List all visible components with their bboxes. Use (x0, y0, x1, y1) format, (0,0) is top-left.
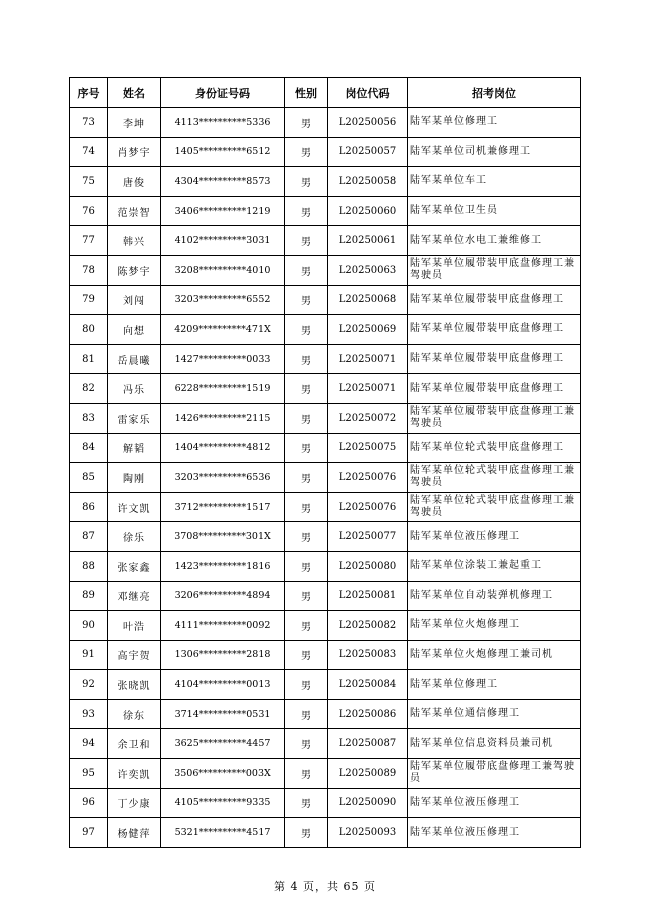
post-code: L20250086 (328, 699, 408, 729)
table-row (70, 255, 581, 285)
post-code: L20250057 (328, 137, 408, 167)
post-title: 陆军某单位修理工 (408, 108, 581, 138)
post-code: L20250077 (328, 522, 408, 552)
post-title: 陆军某单位自动装弹机修理工 (408, 581, 581, 611)
header-no: 序号 (70, 78, 108, 108)
table-row (70, 522, 581, 552)
table-row (70, 788, 581, 818)
gender: 男 (285, 492, 328, 522)
row-number: 76 (70, 196, 108, 226)
table-row (70, 137, 581, 167)
candidate-name: 叶浩 (108, 611, 161, 641)
gender: 男 (285, 255, 328, 285)
post-title: 陆军某单位液压修理工 (408, 522, 581, 552)
post-code: L20250071 (328, 374, 408, 404)
row-number: 81 (70, 344, 108, 374)
header-code: 岗位代码 (328, 78, 408, 108)
candidate-name: 岳晨曦 (108, 344, 161, 374)
id-number: 4111**********0092 (161, 611, 285, 641)
gender: 男 (285, 581, 328, 611)
post-title: 陆军某单位火炮修理工兼司机 (408, 640, 581, 670)
post-title: 陆军某单位履带装甲底盘修理工 (408, 374, 581, 404)
table-row (70, 167, 581, 197)
post-code: L20250087 (328, 729, 408, 759)
row-number: 90 (70, 611, 108, 641)
candidate-name: 张家鑫 (108, 551, 161, 581)
header-post: 招考岗位 (408, 78, 581, 108)
post-code: L20250060 (328, 196, 408, 226)
post-title: 陆军某单位水电工兼维修工 (408, 226, 581, 256)
table-row (70, 403, 581, 433)
candidate-name: 韩兴 (108, 226, 161, 256)
gender: 男 (285, 670, 328, 700)
id-number: 1404**********4812 (161, 433, 285, 463)
id-number: 3206**********4894 (161, 581, 285, 611)
candidate-name: 徐乐 (108, 522, 161, 552)
header-name: 姓名 (108, 78, 161, 108)
table-row (70, 226, 581, 256)
id-number: 3712**********1517 (161, 492, 285, 522)
post-code: L20250080 (328, 551, 408, 581)
post-code: L20250089 (328, 759, 408, 789)
row-number: 94 (70, 729, 108, 759)
gender: 男 (285, 196, 328, 226)
post-title: 陆军某单位车工 (408, 167, 581, 197)
row-number: 89 (70, 581, 108, 611)
table-row (70, 818, 581, 848)
candidate-name: 张晓凯 (108, 670, 161, 700)
post-code: L20250082 (328, 611, 408, 641)
candidate-name: 李坤 (108, 108, 161, 138)
post-title: 陆军某单位履带装甲底盘修理工 (408, 285, 581, 315)
post-code: L20250076 (328, 463, 408, 493)
post-code: L20250075 (328, 433, 408, 463)
post-code: L20250072 (328, 403, 408, 433)
post-title: 陆军某单位履带底盘修理工兼驾驶员 (408, 759, 581, 789)
header-id: 身份证号码 (161, 78, 285, 108)
row-number: 95 (70, 759, 108, 789)
post-code: L20250068 (328, 285, 408, 315)
table-row (70, 196, 581, 226)
candidate-name: 徐东 (108, 699, 161, 729)
table-row (70, 670, 581, 700)
gender: 男 (285, 403, 328, 433)
id-number: 4102**********3031 (161, 226, 285, 256)
candidate-name: 雷家乐 (108, 403, 161, 433)
id-number: 4105**********9335 (161, 788, 285, 818)
id-number: 4304**********8573 (161, 167, 285, 197)
table-row (70, 433, 581, 463)
candidate-name: 冯乐 (108, 374, 161, 404)
row-number: 79 (70, 285, 108, 315)
table-row (70, 463, 581, 493)
row-number: 86 (70, 492, 108, 522)
table-row (70, 344, 581, 374)
id-number: 3203**********6552 (161, 285, 285, 315)
gender: 男 (285, 226, 328, 256)
gender: 男 (285, 522, 328, 552)
candidate-name: 向想 (108, 315, 161, 345)
row-number: 84 (70, 433, 108, 463)
row-number: 83 (70, 403, 108, 433)
row-number: 74 (70, 137, 108, 167)
gender: 男 (285, 433, 328, 463)
post-title: 陆军某单位轮式装甲底盘修理工兼驾驶员 (408, 463, 581, 493)
post-code: L20250056 (328, 108, 408, 138)
header-row (70, 78, 581, 108)
candidate-name: 杨健萍 (108, 818, 161, 848)
post-code: L20250076 (328, 492, 408, 522)
post-code: L20250061 (328, 226, 408, 256)
post-code: L20250069 (328, 315, 408, 345)
gender: 男 (285, 788, 328, 818)
id-number: 6228**********1519 (161, 374, 285, 404)
id-number: 1426**********2115 (161, 403, 285, 433)
table-row (70, 729, 581, 759)
table-row (70, 759, 581, 789)
post-code: L20250071 (328, 344, 408, 374)
id-number: 3506**********003X (161, 759, 285, 789)
gender: 男 (285, 108, 328, 138)
post-title: 陆军某单位轮式装甲底盘修理工 (408, 433, 581, 463)
candidate-name: 陈梦宇 (108, 255, 161, 285)
post-code: L20250093 (328, 818, 408, 848)
id-number: 1423**********1816 (161, 551, 285, 581)
post-code: L20250083 (328, 640, 408, 670)
row-number: 78 (70, 255, 108, 285)
row-number: 80 (70, 315, 108, 345)
post-title: 陆军某单位履带装甲底盘修理工 (408, 315, 581, 345)
row-number: 77 (70, 226, 108, 256)
post-title: 陆军某单位履带装甲底盘修理工兼驾驶员 (408, 403, 581, 433)
row-number: 92 (70, 670, 108, 700)
gender: 男 (285, 818, 328, 848)
id-number: 4209**********471X (161, 315, 285, 345)
gender: 男 (285, 344, 328, 374)
id-number: 1405**********6512 (161, 137, 285, 167)
post-title: 陆军某单位轮式装甲底盘修理工兼驾驶员 (408, 492, 581, 522)
post-title: 陆军某单位履带装甲底盘修理工 (408, 344, 581, 374)
row-number: 75 (70, 167, 108, 197)
row-number: 87 (70, 522, 108, 552)
candidate-name: 许文凯 (108, 492, 161, 522)
gender: 男 (285, 374, 328, 404)
id-number: 4113**********5336 (161, 108, 285, 138)
gender: 男 (285, 285, 328, 315)
id-number: 3625**********4457 (161, 729, 285, 759)
table-row (70, 492, 581, 522)
post-title: 陆军某单位液压修理工 (408, 788, 581, 818)
gender: 男 (285, 463, 328, 493)
id-number: 5321**********4517 (161, 818, 285, 848)
gender: 男 (285, 167, 328, 197)
gender: 男 (285, 137, 328, 167)
gender: 男 (285, 759, 328, 789)
table-row (70, 640, 581, 670)
table-row (70, 551, 581, 581)
id-number: 1306**********2818 (161, 640, 285, 670)
row-number: 88 (70, 551, 108, 581)
candidate-name: 许奕凯 (108, 759, 161, 789)
candidate-name: 刘闯 (108, 285, 161, 315)
candidate-name: 陶刚 (108, 463, 161, 493)
candidate-name: 肖梦宇 (108, 137, 161, 167)
table-row (70, 611, 581, 641)
id-number: 3406**********1219 (161, 196, 285, 226)
post-code: L20250081 (328, 581, 408, 611)
post-title: 陆军某单位修理工 (408, 670, 581, 700)
post-code: L20250084 (328, 670, 408, 700)
id-number: 3208**********4010 (161, 255, 285, 285)
table-row (70, 108, 581, 138)
candidate-name: 范崇智 (108, 196, 161, 226)
table-row (70, 285, 581, 315)
gender: 男 (285, 551, 328, 581)
post-title: 陆军某单位通信修理工 (408, 699, 581, 729)
page-footer: 第 4 页，共 65 页 (274, 880, 376, 893)
candidate-name: 丁少康 (108, 788, 161, 818)
row-number: 85 (70, 463, 108, 493)
post-title: 陆军某单位卫生员 (408, 196, 581, 226)
candidate-name: 余卫和 (108, 729, 161, 759)
post-code: L20250058 (328, 167, 408, 197)
gender: 男 (285, 611, 328, 641)
id-number: 3203**********6536 (161, 463, 285, 493)
table-row (70, 581, 581, 611)
table-row (70, 699, 581, 729)
id-number: 3714**********0531 (161, 699, 285, 729)
candidate-name: 高宇贺 (108, 640, 161, 670)
table-row (70, 315, 581, 345)
row-number: 73 (70, 108, 108, 138)
candidate-name: 邓继亮 (108, 581, 161, 611)
row-number: 91 (70, 640, 108, 670)
id-number: 1427**********0033 (161, 344, 285, 374)
post-title: 陆军某单位信息资料员兼司机 (408, 729, 581, 759)
table-body (70, 108, 581, 848)
gender: 男 (285, 640, 328, 670)
post-title: 陆军某单位司机兼修理工 (408, 137, 581, 167)
id-number: 4104**********0013 (161, 670, 285, 700)
row-number: 96 (70, 788, 108, 818)
post-code: L20250090 (328, 788, 408, 818)
candidate-name: 解韬 (108, 433, 161, 463)
header-gender: 性别 (285, 78, 328, 108)
table-row (70, 374, 581, 404)
id-number: 3708**********301X (161, 522, 285, 552)
roster-table (69, 77, 581, 848)
candidate-name: 唐俊 (108, 167, 161, 197)
row-number: 93 (70, 699, 108, 729)
post-title: 陆军某单位液压修理工 (408, 818, 581, 848)
post-title: 陆军某单位火炮修理工 (408, 611, 581, 641)
row-number: 82 (70, 374, 108, 404)
post-title: 陆军某单位履带装甲底盘修理工兼驾驶员 (408, 255, 581, 285)
gender: 男 (285, 315, 328, 345)
post-title: 陆军某单位涂装工兼起重工 (408, 551, 581, 581)
gender: 男 (285, 699, 328, 729)
row-number: 97 (70, 818, 108, 848)
gender: 男 (285, 729, 328, 759)
post-code: L20250063 (328, 255, 408, 285)
